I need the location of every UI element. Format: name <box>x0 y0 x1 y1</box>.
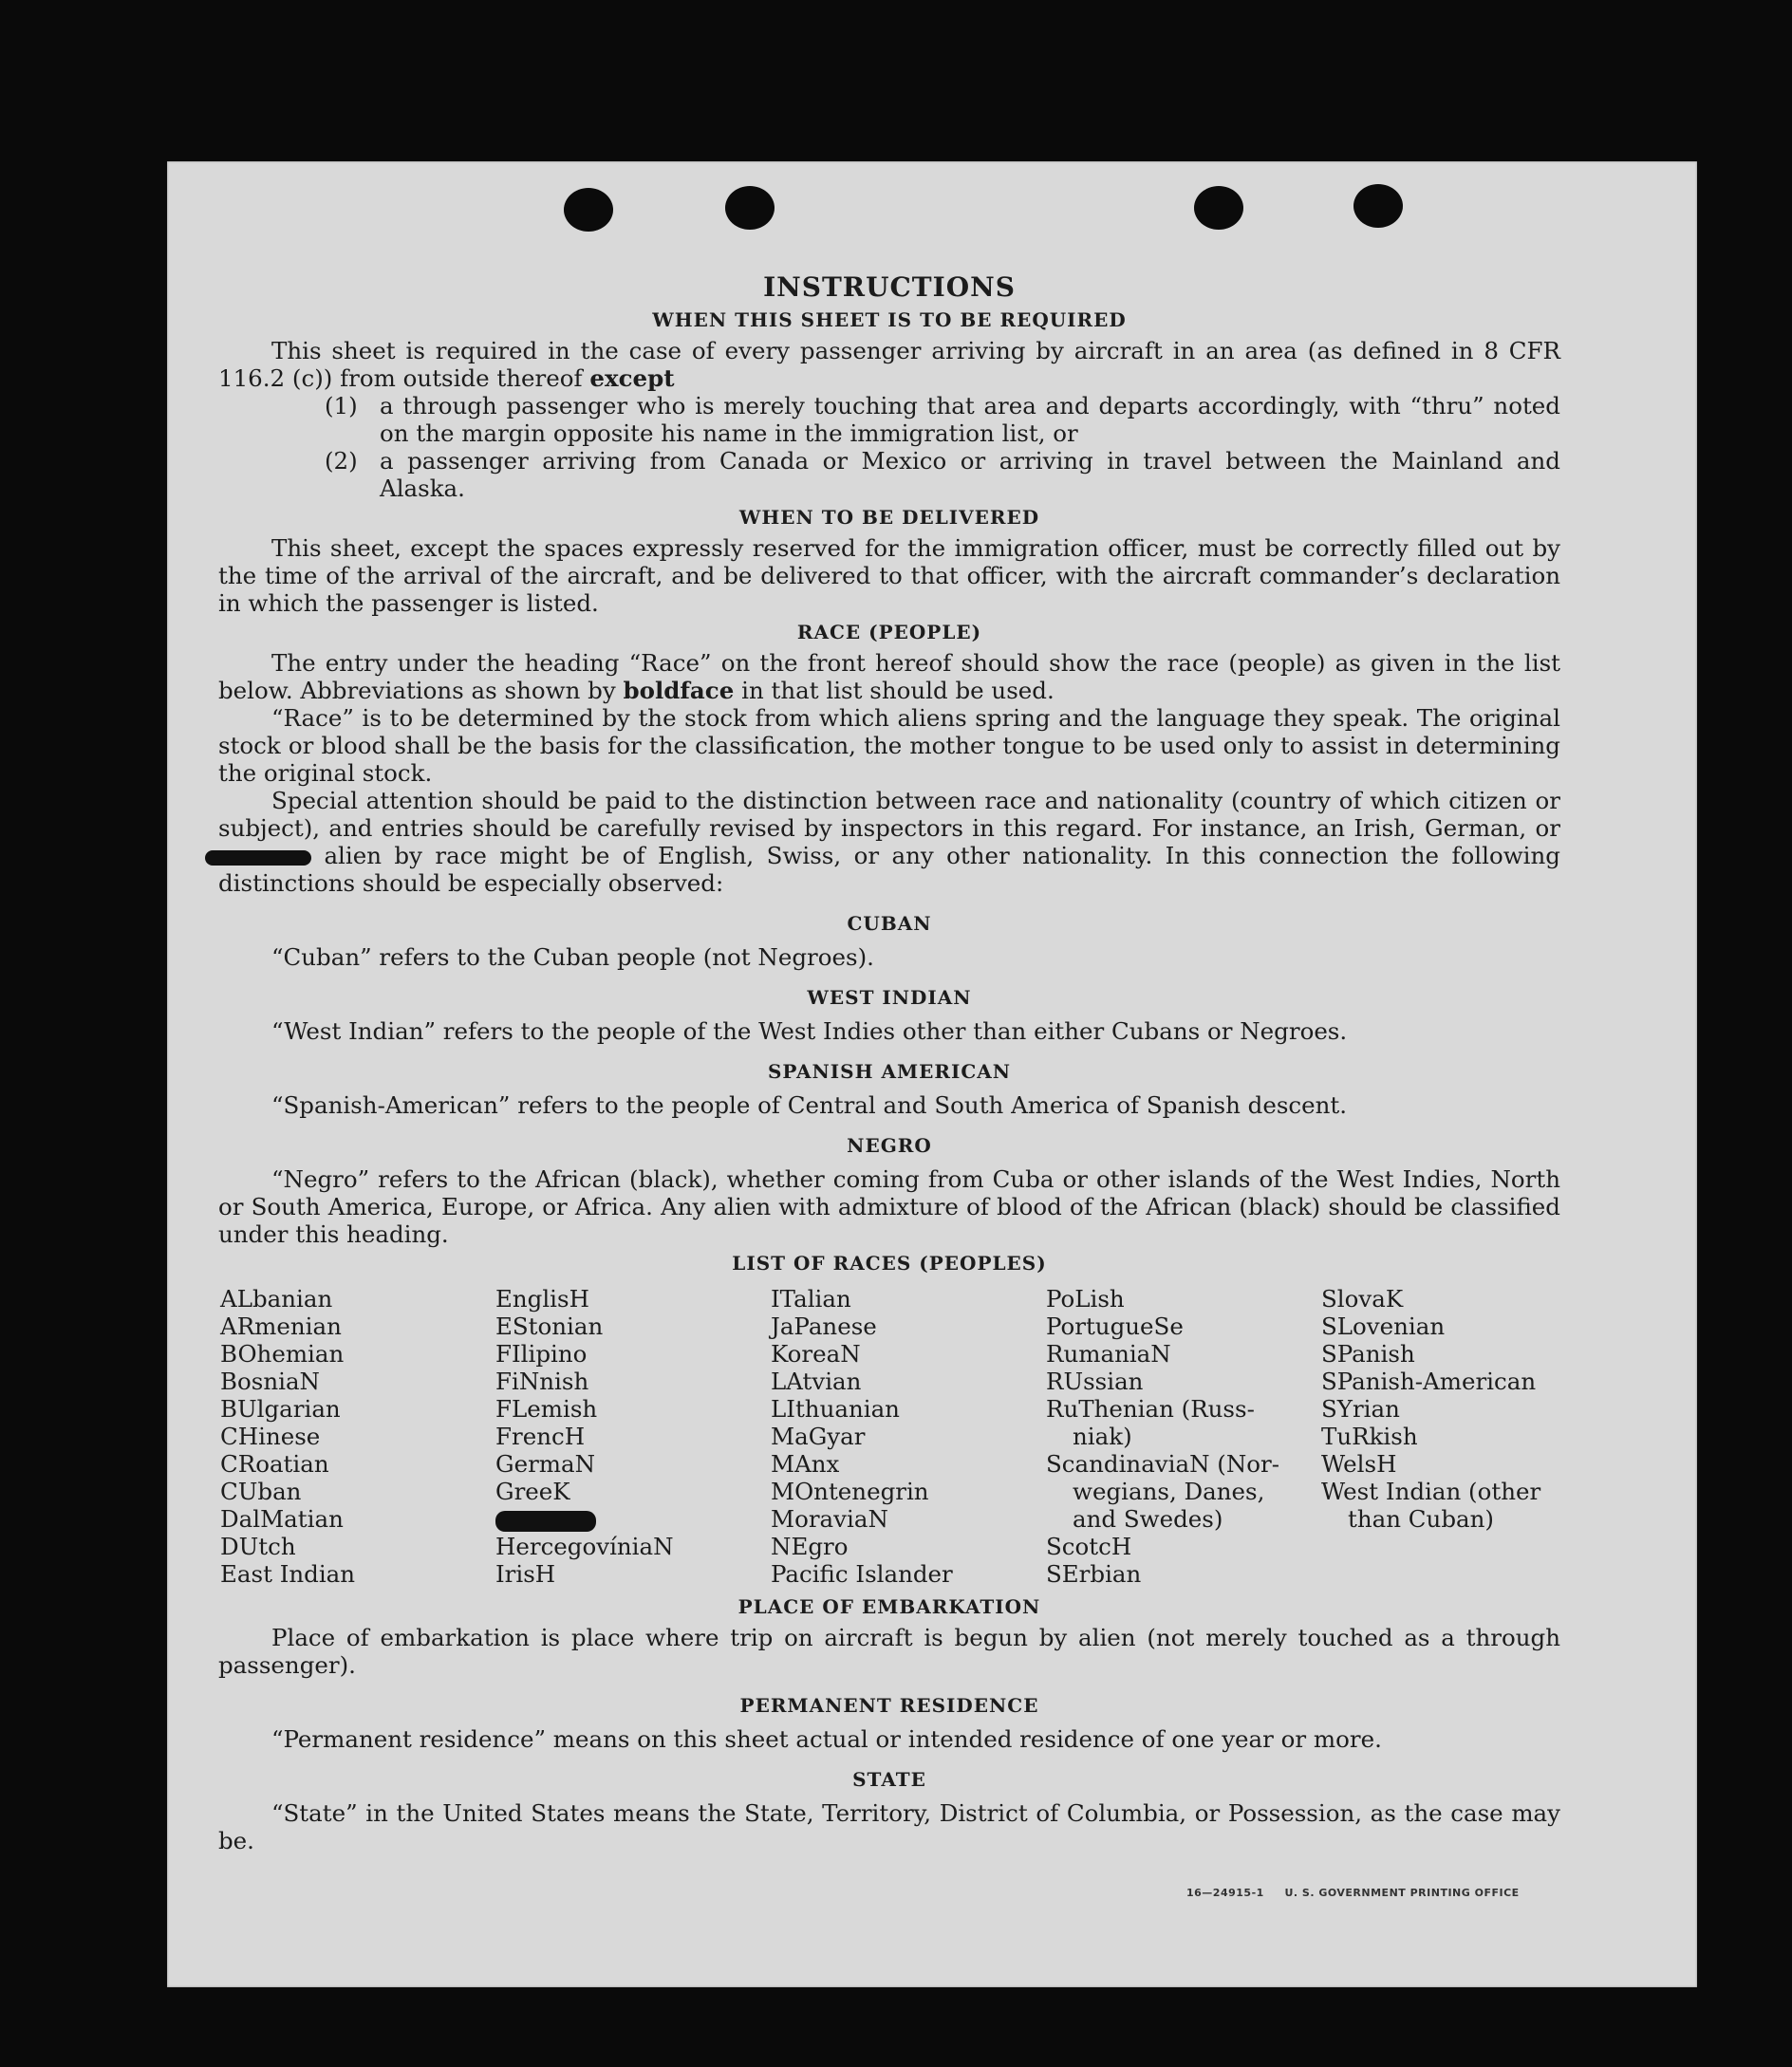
race-entry: PoLish <box>1046 1285 1125 1313</box>
race-entry: RuThenian (Russ- <box>1046 1395 1255 1423</box>
race-entry: MOntenegrin <box>771 1478 929 1505</box>
race-entry: NEgro <box>771 1533 849 1560</box>
race-entry: ARmenian <box>220 1313 342 1340</box>
races-column <box>1046 1285 1321 1588</box>
race-entry: SPanish-American <box>1321 1368 1537 1395</box>
race-entry: RUssian <box>1046 1368 1144 1395</box>
race-entry-redacted <box>495 1505 771 1533</box>
section-heading: PLACE OF EMBARKATION <box>737 1595 1041 1618</box>
race-entry: FiNnish <box>495 1368 589 1395</box>
race-entry: BosniaN <box>220 1368 320 1395</box>
form-code: 16—24915-1 <box>1186 1887 1264 1899</box>
race-entry: SlovaK <box>1321 1285 1404 1313</box>
punch-hole <box>725 186 775 230</box>
paragraph: “Race” is to be determined by the stock from which aliens spring and the language they speak. The original stock or blood shall be the basis for the classification, the mother tongue to be used only to assist in determining the original stock. <box>218 704 1560 787</box>
race-entry: FIlipino <box>495 1340 588 1368</box>
paragraph: “Negro” refers to the African (black), whether coming from Cuba or other islands of the West Indies, North or South America, Europe, or Africa. Any alien with admixture of blood of the African (black) should be classified under this heading. <box>218 1165 1560 1248</box>
race-entry: LAtvian <box>771 1368 862 1395</box>
paragraph: “State” in the United States means the State, Territory, District of Columbia, or Possession, as the case may be. <box>218 1799 1560 1854</box>
race-entry: Pacific Islander <box>771 1560 953 1588</box>
races-column <box>220 1285 495 1588</box>
race-entry-continuation: than Cuban) <box>1348 1505 1494 1533</box>
paragraph <box>218 649 1560 704</box>
section-heading: LIST OF RACES (PEOPLES) <box>732 1252 1047 1275</box>
paragraph <box>218 337 1560 392</box>
punch-hole <box>1194 186 1243 230</box>
printer-imprint <box>1186 1887 1520 1899</box>
paragraph <box>218 787 1560 897</box>
race-entry: West Indian (other <box>1321 1478 1541 1505</box>
race-entry: ScotcH <box>1046 1533 1132 1560</box>
instructions-body <box>218 273 1560 1854</box>
paragraph: “Spanish-American” refers to the people of Central and South America of Spanish descent. <box>271 1091 1348 1119</box>
list-item <box>325 392 1560 447</box>
race-entry: FLemish <box>495 1395 598 1423</box>
race-entry: DalMatian <box>220 1505 344 1533</box>
races-column <box>1321 1285 1562 1588</box>
section-heading: RACE (PEOPLE) <box>796 621 982 643</box>
race-entry: TuRkish <box>1321 1423 1418 1450</box>
section-heading: SPANISH AMERICAN <box>767 1060 1012 1083</box>
race-entry: HercegovíniaN <box>495 1533 674 1560</box>
race-entry: SLovenian <box>1321 1313 1446 1340</box>
section-heading: WHEN TO BE DELIVERED <box>738 506 1040 529</box>
race-entry: JaPanese <box>771 1313 877 1340</box>
race-entry-continuation: and Swedes) <box>1073 1505 1223 1533</box>
race-entry: MaGyar <box>771 1423 866 1450</box>
paragraph-text: This sheet is required in the case of every passenger arriving by aircraft in an area (as defined in 8 CFR 116.2 (c)) from outside thereof <box>218 337 1560 392</box>
paragraph-text: Special attention should be paid to the distinction between race and nationality (country of which citizen or subject), and entries should be carefully revised by inspectors in this regard. For instance, an Irish, German, or <box>218 787 1560 842</box>
race-entry: ALbanian <box>220 1285 333 1313</box>
race-entry: EStonian <box>495 1313 604 1340</box>
races-list <box>220 1285 1560 1588</box>
race-entry: CHinese <box>220 1423 321 1450</box>
race-entry: SPanish <box>1321 1340 1415 1368</box>
section-heading: STATE <box>852 1768 926 1791</box>
race-entry: RumaniaN <box>1046 1340 1171 1368</box>
race-entry: GreeK <box>495 1478 570 1505</box>
paragraph: “Cuban” refers to the Cuban people (not Negroes). <box>271 943 874 971</box>
paragraph: “Permanent residence” means on this sheet actual or intended residence of one year or more. <box>271 1725 1382 1753</box>
race-entry: PortugueSe <box>1046 1313 1184 1340</box>
race-entry: ScandinaviaN (Nor- <box>1046 1450 1280 1478</box>
race-entry: CUban <box>220 1478 302 1505</box>
race-entry: GermaN <box>495 1450 596 1478</box>
race-entry: IrisH <box>495 1560 556 1588</box>
race-entry: East Indian <box>220 1560 356 1588</box>
paragraph: Place of embarkation is place where trip on aircraft is begun by alien (not merely touched as a through passenger). <box>218 1624 1560 1679</box>
list-item-number: (1) <box>325 392 358 419</box>
list-item-text: a passenger arriving from Canada or Mexico or arriving in travel between the Mainland and Alaska. <box>380 447 1560 502</box>
race-entry: BOhemian <box>220 1340 345 1368</box>
punch-hole <box>564 188 613 232</box>
race-entry: CRoatian <box>220 1450 329 1478</box>
section-heading: CUBAN <box>847 912 932 935</box>
printer-name: U. S. GOVERNMENT PRINTING OFFICE <box>1284 1887 1520 1899</box>
race-entry: KoreaN <box>771 1340 861 1368</box>
race-entry: SErbian <box>1046 1560 1142 1588</box>
race-entry: BUlgarian <box>220 1395 341 1423</box>
list-item <box>325 447 1560 502</box>
race-entry-continuation: niak) <box>1073 1423 1132 1450</box>
paragraph-bold-text: boldface <box>623 677 735 704</box>
page-title: INSTRUCTIONS <box>763 271 1016 303</box>
race-entry: FrencH <box>495 1423 586 1450</box>
redaction-mark <box>205 850 311 866</box>
race-entry: SYrian <box>1321 1395 1400 1423</box>
section-heading: PERMANENT RESIDENCE <box>739 1694 1039 1717</box>
races-column <box>495 1285 771 1588</box>
section-heading: NEGRO <box>847 1134 932 1157</box>
paragraph-text: in that list should be used. <box>741 677 1055 704</box>
race-entry: LIthuanian <box>771 1395 900 1423</box>
paragraph-text: The entry under the heading “Race” on the front hereof should show the race (people) as given in the list below. Abbreviations as shown by <box>218 649 1560 704</box>
document-sheet <box>167 161 1697 1987</box>
race-entry: DUtch <box>220 1533 296 1560</box>
section-heading: WHEN THIS SHEET IS TO BE REQUIRED <box>652 308 1127 331</box>
race-entry: ITalian <box>771 1285 851 1313</box>
race-entry: WelsH <box>1321 1450 1397 1478</box>
race-entry: EnglisH <box>495 1285 589 1313</box>
section-heading: WEST INDIAN <box>807 986 972 1009</box>
paragraph-bold-text: except <box>589 364 675 392</box>
punch-hole <box>1353 184 1403 228</box>
race-entry: MAnx <box>771 1450 840 1478</box>
list-item-text: a through passenger who is merely touching that area and departs accordingly, with “thru” noted on the margin opposite his name in the immigration list, or <box>380 392 1560 447</box>
list-item-number: (2) <box>325 447 358 475</box>
race-entry: MoraviaN <box>771 1505 888 1533</box>
paragraph: This sheet, except the spaces expressly reserved for the immigration officer, must be correctly filled out by the time of the arrival of the aircraft, and be delivered to that officer, with the aircraft commander’s declaration in which the passenger is listed. <box>218 534 1560 617</box>
paragraph: “West Indian” refers to the people of the West Indies other than either Cubans or Negroes. <box>271 1017 1348 1045</box>
redaction-mark <box>495 1511 596 1532</box>
race-entry-continuation: wegians, Danes, <box>1073 1478 1265 1505</box>
races-column <box>771 1285 1046 1588</box>
paragraph-text: alien by race might be of English, Swiss, or any other nationality. In this connection the following distinctions should be especially observed: <box>218 842 1560 897</box>
